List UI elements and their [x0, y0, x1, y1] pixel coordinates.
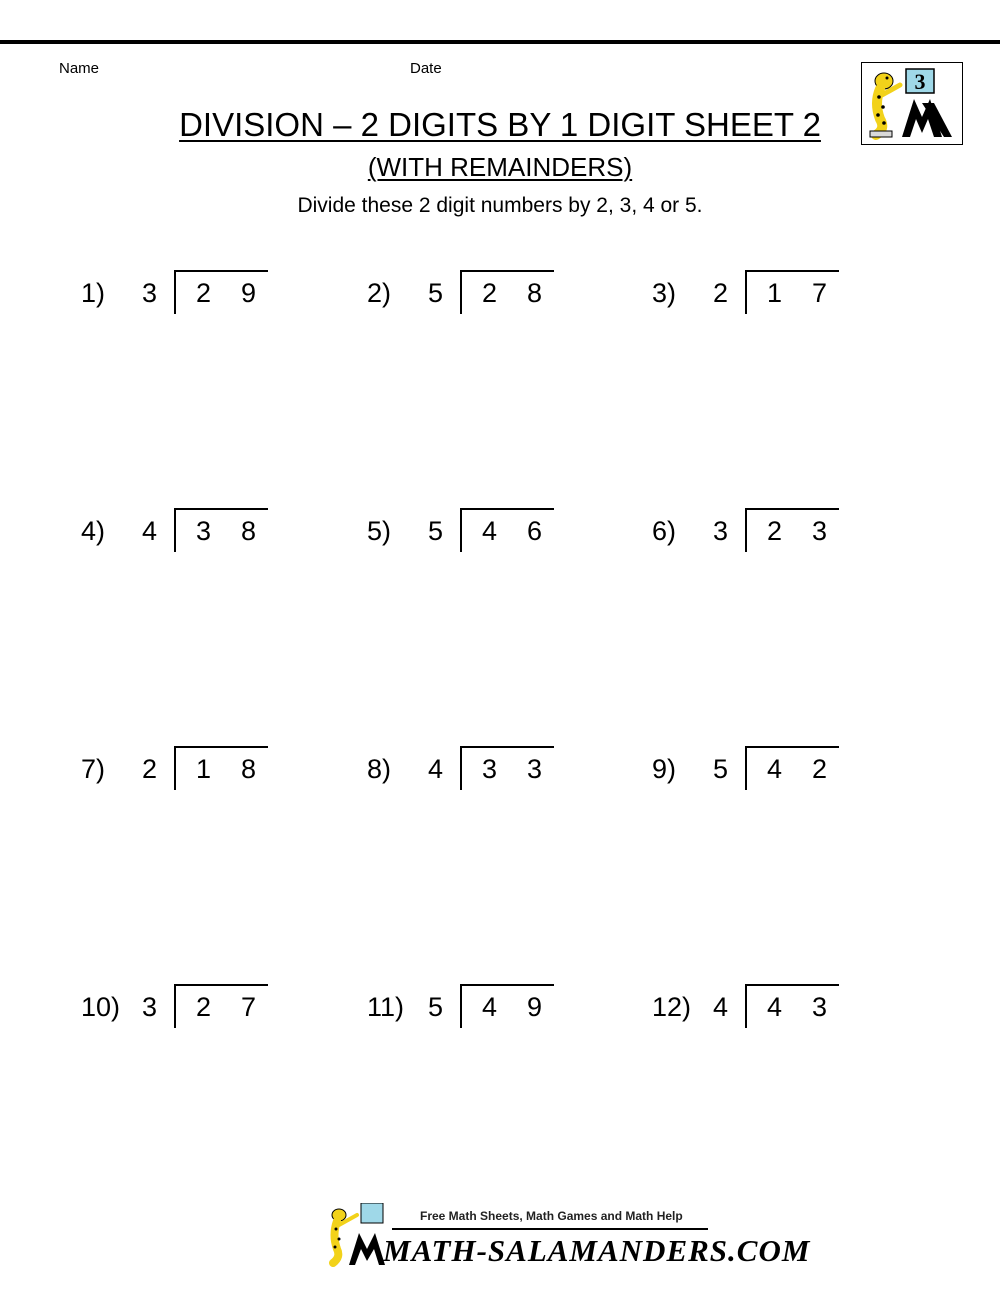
dividend-tens: 2: [767, 516, 783, 546]
dividend-ones: 8: [527, 278, 543, 308]
problem-2: [367, 270, 637, 330]
problem-divisor: 4: [142, 516, 158, 546]
dividend-tens: 2: [482, 278, 498, 308]
page-title: DIVISION – 2 DIGITS BY 1 DIGIT SHEET 2: [179, 106, 821, 143]
problem-1: [81, 270, 351, 330]
dividend-tens: 4: [482, 516, 498, 546]
problem-number: 5): [367, 516, 392, 546]
problem-3: [652, 270, 922, 330]
footer-brand: MATH-SALAMANDERS.COM: [383, 1233, 811, 1268]
problem-divisor: 5: [428, 278, 444, 308]
problem-number: 7): [81, 754, 106, 784]
dividend-ones: 8: [241, 516, 257, 546]
problem-divisor: 2: [713, 278, 729, 308]
problem-number: 1): [81, 278, 106, 308]
problem-9: [652, 746, 922, 806]
problem-number: 8): [367, 754, 392, 784]
dividend-tens: 1: [767, 278, 783, 308]
dividend-ones: 3: [527, 754, 543, 784]
problem-divisor: 4: [713, 992, 729, 1022]
dividend-tens: 4: [482, 992, 498, 1022]
problem-divisor: 5: [713, 754, 729, 784]
problem-7: [81, 746, 351, 806]
problem-number: 2): [367, 278, 392, 308]
problem-number: 3): [652, 278, 677, 308]
dividend-ones: 9: [241, 278, 257, 308]
dividend-ones: 7: [241, 992, 257, 1022]
problem-divisor: 2: [142, 754, 158, 784]
dividend-ones: 9: [527, 992, 543, 1022]
dividend-tens: 3: [482, 754, 498, 784]
dividend-ones: 2: [812, 754, 828, 784]
footer-salamander-logo-icon: [325, 1203, 387, 1267]
problem-divisor: 5: [428, 516, 444, 546]
problem-5: [367, 508, 637, 568]
page-subtitle: (WITH REMAINDERS): [367, 152, 633, 182]
dividend-ones: 3: [812, 516, 828, 546]
dividend-ones: 6: [527, 516, 543, 546]
problem-6: [652, 508, 922, 568]
problem-divisor: 5: [428, 992, 444, 1022]
problem-4: [81, 508, 351, 568]
dividend-ones: 3: [812, 992, 828, 1022]
dividend-tens: 1: [196, 754, 212, 784]
problem-12: [652, 984, 922, 1044]
grade-badge-text: 3: [914, 69, 926, 94]
problem-number: 9): [652, 754, 677, 784]
top-rule: [0, 40, 1000, 44]
problem-8: [367, 746, 637, 806]
dividend-ones: 7: [812, 278, 828, 308]
dividend-tens: 2: [196, 278, 212, 308]
dividend-ones: 8: [241, 754, 257, 784]
instructions: Divide these 2 digit numbers by 2, 3, 4 or 5.: [297, 194, 703, 217]
footer-tagline: Free Math Sheets, Math Games and Math Help: [420, 1209, 683, 1223]
footer-divider: [392, 1228, 708, 1230]
problem-11: [367, 984, 637, 1044]
date-label: Date: [410, 60, 442, 77]
name-label: Name: [59, 60, 100, 77]
problem-divisor: 3: [713, 516, 729, 546]
problem-number: 11): [367, 992, 405, 1022]
problem-divisor: 4: [428, 754, 444, 784]
problem-number: 4): [81, 516, 106, 546]
problem-divisor: 3: [142, 278, 158, 308]
problem-number: 12): [652, 992, 692, 1022]
dividend-tens: 4: [767, 992, 783, 1022]
problem-number: 6): [652, 516, 677, 546]
problem-divisor: 3: [142, 992, 158, 1022]
problem-number: 10): [81, 992, 121, 1022]
problem-10: [81, 984, 351, 1044]
dividend-tens: 3: [196, 516, 212, 546]
dividend-tens: 4: [767, 754, 783, 784]
dividend-tens: 2: [196, 992, 212, 1022]
